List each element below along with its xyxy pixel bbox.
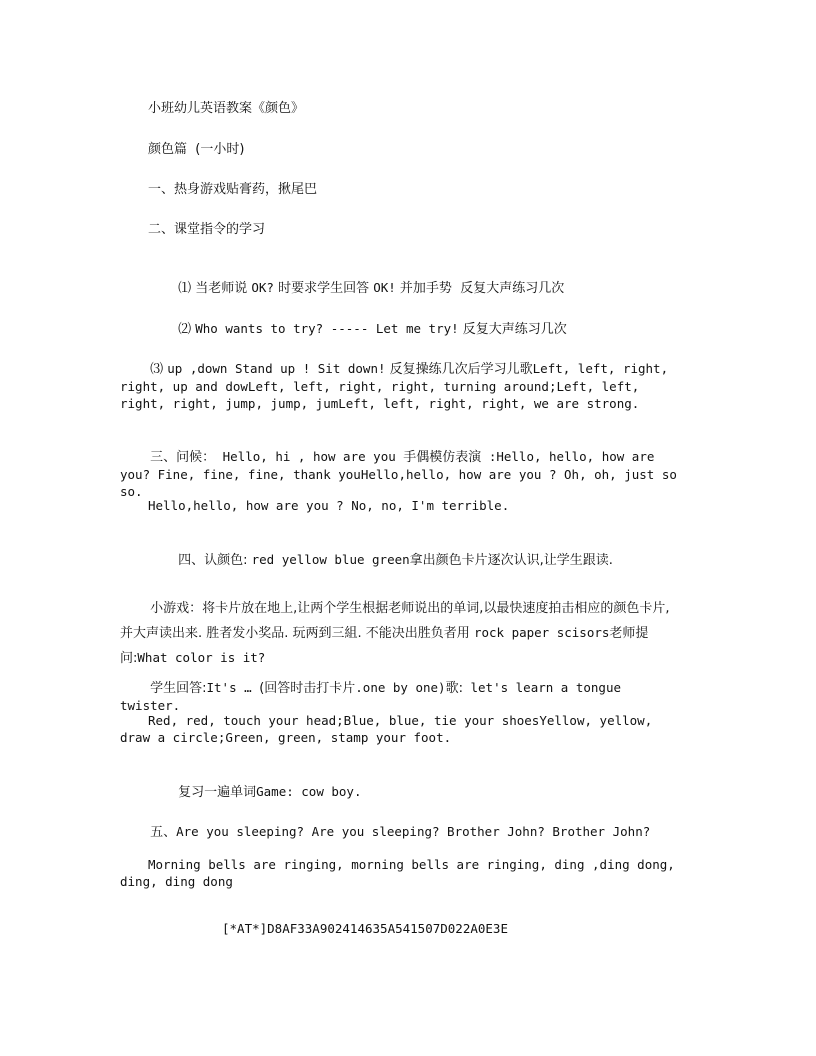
game-question: What color is it? xyxy=(137,650,266,665)
item-1-text-c: 时要求学生回答 xyxy=(273,281,374,296)
answer-text-a: 学生回答: xyxy=(150,681,207,696)
section-5-song xyxy=(120,806,680,858)
review-game: Game: cow boy. xyxy=(256,784,362,799)
answer-text-d: .one by one) xyxy=(355,680,446,695)
document-title: 小班幼儿英语教案《颜色》 xyxy=(148,101,305,116)
answer-text-e: 歌: xyxy=(445,681,463,696)
morning-bells-paragraph: Morning bells are ringing, morning bells are ringing, ding ,ding dong, ding, ding dong xyxy=(120,857,683,889)
tongue-twister-paragraph: Red, red, touch your head;Blue, blue, tie your shoesYellow, yellow, draw a circle;Green, green, stamp your foot. xyxy=(120,713,660,745)
item-3-text-a: ⑶ xyxy=(150,362,168,377)
section-4-text-c: 拿出颜色卡片逐次认识,让学生跟读. xyxy=(409,553,613,568)
item-1-text-b: OK? xyxy=(251,280,274,295)
item-2-text-c: 反复大声练习几次 xyxy=(458,322,567,337)
game-text-b: rock paper scisors xyxy=(473,625,610,640)
item-3-text-c: 反复操练几次后学习儿歌 xyxy=(385,362,533,377)
item-1-text-e: 并加手势 反复大声练习几次 xyxy=(395,281,565,296)
section-2-heading: 二、课堂指令的学习 xyxy=(148,222,266,237)
game-text-a: 小游戏：将卡片放在地上,让两个学生根据老师说出的单词,以最快速度拍击相应的颜色卡片,并大声读出来. 胜者发小奖品. 玩两到三組. 不能决出胜负者用 xyxy=(120,601,670,641)
answer-text-c: (回答时击打卡片 xyxy=(259,681,356,696)
greeting-terrible-line: Hello,hello, how are you ? No, no, I'm terrible. xyxy=(148,498,510,513)
review-text-a: 复习一遍单词 xyxy=(178,785,257,800)
game-text-c: 老师提问: xyxy=(120,626,649,666)
item-3-text-b: up ,down Stand up ! Sit down! xyxy=(167,361,386,376)
section-3-text-c: 手偶模仿表演 xyxy=(403,450,482,465)
section-3-heading: 三、问候： xyxy=(150,450,216,465)
section-5-lyrics: Are you sleeping? Are you sleeping? Brother John? Brother John? xyxy=(176,824,651,839)
instruction-item-3 xyxy=(120,343,680,429)
answer-text-b: It's … xyxy=(206,680,260,695)
item-1-text-a: ⑴ 当老师说 xyxy=(178,281,252,296)
answer-text-f: let's learn a tongue twister. xyxy=(120,680,629,713)
document-subtitle: 颜色篇 (一小时) xyxy=(148,142,245,157)
section-1-heading: 一、热身游戏贴膏药，揪尾巴 xyxy=(148,182,318,197)
section-3-text-b: Hello, hi , how are you xyxy=(215,449,404,464)
item-1-text-d: OK! xyxy=(373,280,396,295)
section-4-colors-list: red yellow blue green xyxy=(251,552,410,567)
section-5-heading: 五、 xyxy=(150,825,177,840)
section-3-text-d: :Hello, hello, how are you? Fine, fine, fine, thank youHello,hello, how are you ? Oh, oh, just so so. xyxy=(120,449,685,499)
item-2-text-a: ⑵ xyxy=(178,322,196,337)
item-3-chant: Left, left, right, right, up and dowLeft, left, right, right, turning around;Left, left, right, right, jump, jump, jumLeft, left, right, right, we are strong. xyxy=(120,361,676,411)
section-4-heading: 四、认颜色: xyxy=(178,553,252,568)
item-2-text-b: Who wants to try? ----- Let me try! xyxy=(195,321,459,336)
footer-code: [*AT*]D8AF33A902414635A541507D022A0E3E xyxy=(222,921,508,936)
